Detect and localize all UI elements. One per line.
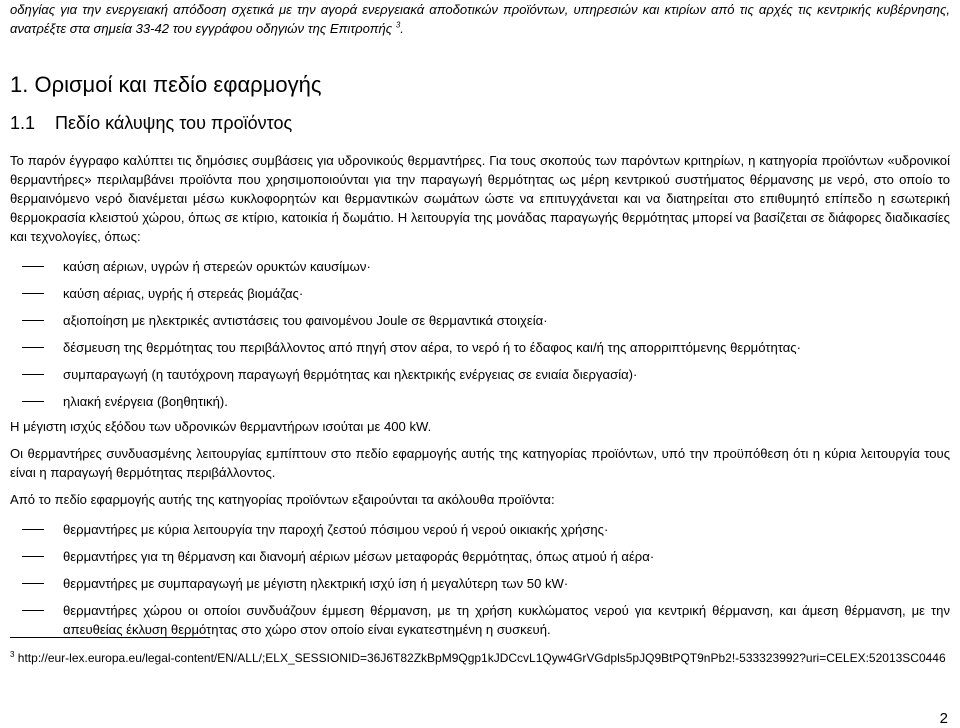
list-item: θερμαντήρες χώρου οι οποίοι συνδυάζουν έμμεση θέρμανση, με τη χρήση κυκλώματος νερού για κεντρική θέρμανση, και άμεση θέρμανση, με την απευθείας έκλυση θερμότητας στο χώρο στον οποίο είναι εγκατεστημένη η συσκευή. [10, 601, 950, 639]
list-item: καύση αέριας, υγρής ή στερεάς βιομάζας· [10, 284, 950, 303]
document-page [10, 0, 950, 639]
list-item: συμπαραγωγή (η ταυτόχρονη παραγωγή θερμότητας και ηλεκτρικής ενέργειας σε ενιαία διεργασία)· [10, 365, 950, 384]
exclusions-list [10, 520, 950, 639]
list-item: θερμαντήρες για τη θέρμανση και διανομή αέριων μέσων μεταφοράς θερμότητας, όπως ατμού ή αέρα· [10, 547, 950, 566]
list-item: ηλιακή ενέργεια (βοηθητική). [10, 392, 950, 411]
dash-bullet [22, 347, 44, 348]
technology-list [10, 257, 950, 411]
footnote-separator [10, 637, 210, 638]
intro-paragraph [10, 0, 950, 38]
dash-bullet [22, 556, 44, 557]
dash-bullet [22, 610, 44, 611]
list-item: αξιοποίηση με ηλεκτρικές αντιστάσεις του φαινομένου Joule σε θερμαντικά στοιχεία· [10, 311, 950, 330]
intro-end: . [400, 21, 404, 36]
dash-bullet [22, 320, 44, 321]
exclusions-intro: Από το πεδίο εφαρμογής αυτής της κατηγορίας προϊόντων εξαιρούνται τα ακόλουθα προϊόντα: [10, 492, 555, 507]
combination-heaters-paragraph: Οι θερμαντήρες συνδυασμένης λειτουργίας εμπίπτουν στο πεδίο εφαρμογής αυτής της κατηγορίας προϊόντων, υπό την προϋπόθεση ότι η κύρια λειτουργία τους είναι η παραγωγή θερμότητας περιβάλλοντος. [10, 446, 950, 480]
footnote-number: 3 [10, 650, 15, 659]
dash-bullet [22, 583, 44, 584]
page-number: 2 [939, 710, 948, 727]
scope-paragraph: Το παρόν έγγραφο καλύπτει τις δημόσιες συμβάσεις για υδρονικούς θερμαντήρες. Για τους σκοπούς των παρόντων κριτηρίων, η κατηγορία προϊόντων «υδρονικοί θερμαντήρες» περιλαμβάνει προϊόντα που χρησιμοποιούνται για την παραγωγή θερμότητας ως μέρη κεντρικού συστήματος θέρμανσης με νερό, στο οποίο το θερμαινόμενο νερό διανέμεται μέσω κυκλοφορητών και θερμαντικών σωμάτων ώστε να επιτυγχάνεται και να διατηρείται στο επιθυμητό επίπεδο η εσωτερική θερμοκρασία κλειστού χώρου, όπως σε κτίριο, κατοικία ή δωμάτιο. Η λειτουργία της μονάδας παραγωγής θερμότητας μπορεί να βασίζεται σε διάφορες διαδικασίες και τεχνολογίες, όπως: [10, 153, 950, 244]
dash-bullet [22, 529, 44, 530]
dash-bullet [22, 266, 44, 267]
section-heading: 1. Ορισμοί και πεδίο εφαρμογής [10, 72, 322, 97]
intro-text: οδηγίας για την ενεργειακή απόδοση σχετικά με την αγορά ενεργειακά αποδοτικών προϊόντων, υπηρεσιών και κτιρίων από τις αρχές τις κεντρικής κυβέρνησης, ανατρέξτε στα σημεία 33-42 του εγγράφου οδηγιών της Επιτροπής [10, 2, 950, 36]
footnote-ref[interactable]: 3 [395, 20, 401, 30]
footnote [10, 650, 950, 666]
list-item: καύση αέριων, υγρών ή στερεών ορυκτών καυσίμων· [10, 257, 950, 276]
max-power-paragraph: Η μέγιστη ισχύς εξόδου των υδρονικών θερμαντήρων ισούται με 400 kW. [10, 419, 432, 434]
list-item: δέσμευση της θερμότητας του περιβάλλοντος από πηγή στον αέρα, το νερό ή το έδαφος και/ή της απορριπτόμενης θερμότητας· [10, 338, 950, 357]
footnote-link[interactable]: http://eur-lex.europa.eu/legal-content/EN/ALL/;ELX_SESSIONID=36J6T82ZkBpM9Qgp1kJDCcvL1Qyw4GrVGdpls5pJQ9BtPQT9nPb2!-533323992?uri=CELEX:52013SC0446 [17, 651, 946, 665]
list-item: θερμαντήρες με κύρια λειτουργία την παροχή ζεστού πόσιμου νερού ή νερού οικιακής χρήσης· [10, 520, 950, 539]
dash-bullet [22, 401, 44, 402]
list-item: θερμαντήρες με συμπαραγωγή με μέγιστη ηλεκτρική ισχύ ίση ή μεγαλύτερη των 50 kW· [10, 574, 950, 593]
dash-bullet [22, 293, 44, 294]
subsection-heading: 1.1 Πεδίο κάλυψης του προϊόντος [10, 113, 293, 133]
dash-bullet [22, 374, 44, 375]
